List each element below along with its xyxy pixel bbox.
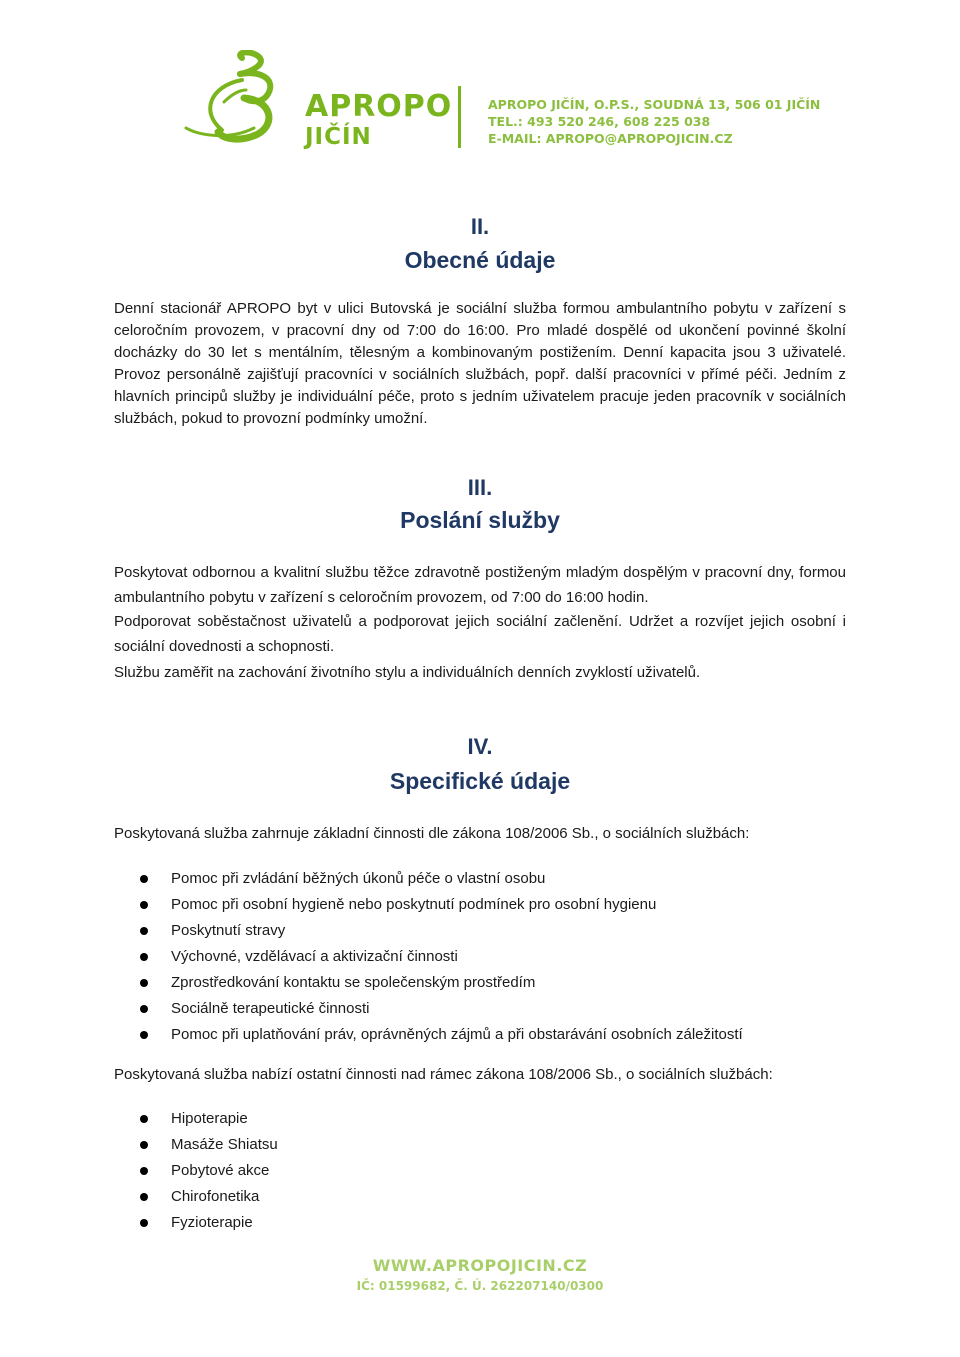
list-item: Poskytnutí stravy bbox=[114, 918, 846, 944]
section-4-number: IV. bbox=[467, 734, 493, 759]
list-item: Chirofonetika bbox=[114, 1184, 846, 1210]
list-item: Zprostředkování kontaktu se společenským prostředím bbox=[114, 970, 846, 996]
section-3-paragraph-1: Poskytovat odbornou a kvalitní službu těžce zdravotně postiženým mladým dospělým v pracovní dny, formou ambulantního pobytu v zařízení s celoročním provozem, od 7:00 do 16:00 hodin. bbox=[114, 564, 846, 606]
section-3-paragraph-3: Službu zaměřit na zachování životního stylu a individuálních denních zvyklostí uživatelů. bbox=[114, 664, 701, 681]
section-4-title: Specifické údaje bbox=[389, 768, 571, 794]
page-footer bbox=[0, 1255, 960, 1295]
section-3-paragraph-2: Podporovat soběstačnost uživatelů a podporovat jejich sociální začlenění. Udržet a rozvíjet jejich osobní i sociální dovednosti a schopnosti. bbox=[114, 613, 846, 655]
contact-block bbox=[488, 96, 820, 147]
logo-name: APROPO bbox=[305, 89, 453, 124]
footer-registration: IČ: 01599682, Č. Ú. 262207140/0300 bbox=[356, 1279, 604, 1293]
footer-website: WWW.APROPOJICIN.CZ bbox=[372, 1256, 588, 1275]
section-3-number: III. bbox=[467, 475, 493, 500]
logo-city: JIČÍN bbox=[305, 124, 372, 150]
list-item: Fyzioterapie bbox=[114, 1210, 846, 1236]
list-item: Pomoc při zvládání běžných úkonů péče o vlastní osobu bbox=[114, 866, 846, 892]
logo-wordmark bbox=[305, 89, 453, 150]
extra-services-list bbox=[114, 1106, 846, 1236]
header-divider bbox=[458, 86, 461, 148]
extra-services-intro: Poskytovaná služba nabízí ostatní činnosti nad rámec zákona 108/2006 Sb., o sociálních službách: bbox=[114, 1066, 773, 1083]
list-item: Masáže Shiatsu bbox=[114, 1132, 846, 1158]
list-item: Pomoc při uplatňování práv, oprávněných zájmů a při obstarávání osobních záležitostí bbox=[114, 1022, 846, 1048]
contact-email: E-MAIL: APROPO@APROPOJICIN.CZ bbox=[488, 131, 733, 146]
list-item: Výchovné, vzdělávací a aktivizační činnosti bbox=[114, 944, 846, 970]
list-item: Pomoc při osobní hygieně nebo poskytnutí podmínek pro osobní hygienu bbox=[114, 892, 846, 918]
basic-services-list bbox=[114, 866, 846, 1048]
list-item: Sociálně terapeutické činnosti bbox=[114, 996, 846, 1022]
contact-address: APROPO JIČÍN, O.P.S., SOUDNÁ 13, 506 01 JIČÍN bbox=[488, 97, 821, 112]
list-item: Hipoterapie bbox=[114, 1106, 846, 1132]
section-3-title: Poslání služby bbox=[400, 507, 560, 533]
section-2-paragraph: Denní stacionář APROPO byt v ulici Butovská je sociální služba formou ambulantního pobytu v zařízení s celoročním provozem, v pracovní dny od 7:00 do 16:00. Pro mladé dospělé od ukončení povinné školní docházky do 30 let s mentálním, tělesným a kombinovaným postižením. Denní kapacita jsou 3 uživatelé. Provoz personálně zajišťují pracovníci v sociálních službách, popř. další pracovníci v přímé péči. Jedním z hlavních principů služby je individuální péče, proto s jedním uživatelem pracuje jeden pracovník v sociálních službách, pokud to provozní podmínky umožní. bbox=[114, 300, 846, 427]
contact-phone: TEL.: 493 520 246, 608 225 038 bbox=[488, 114, 711, 129]
section-2-title: Obecné údaje bbox=[404, 247, 556, 273]
apropo-logo-icon bbox=[180, 50, 300, 150]
section-2-number: II. bbox=[470, 214, 490, 239]
basic-services-intro: Poskytovaná služba zahrnuje základní činnosti dle zákona 108/2006 Sb., o sociálních službách: bbox=[114, 825, 750, 842]
letterhead bbox=[0, 0, 960, 170]
list-item: Pobytové akce bbox=[114, 1158, 846, 1184]
